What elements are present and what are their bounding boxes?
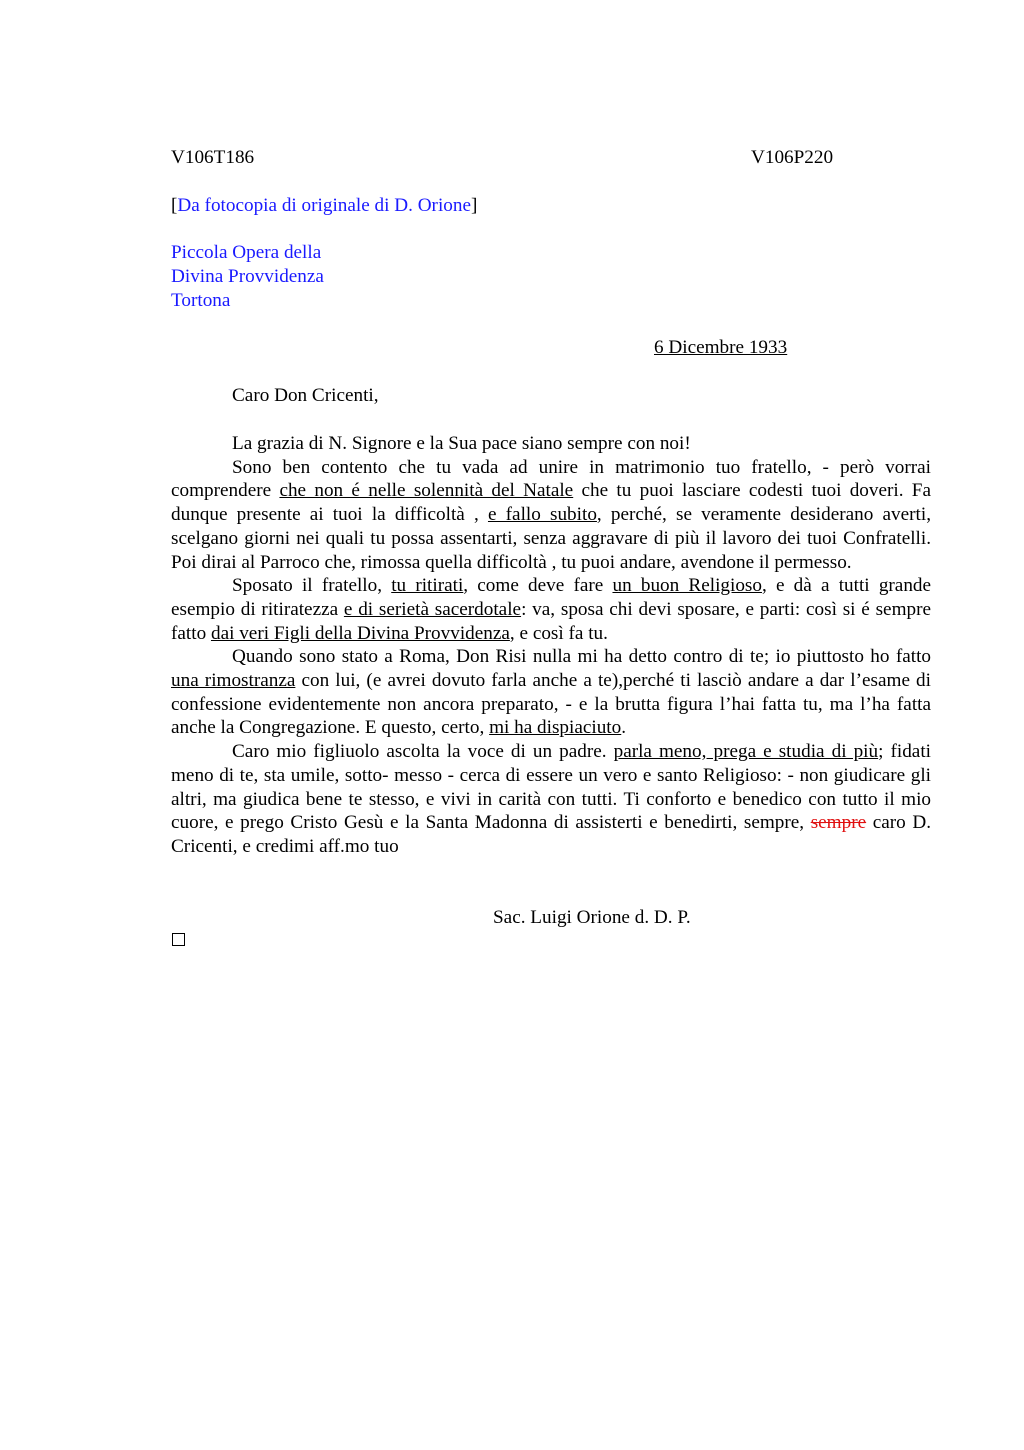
checkbox-square-icon (172, 933, 185, 946)
paragraph-1: La grazia di N. Signore e la Sua pace siano sempre con noi! (232, 433, 691, 454)
text-segment: Sono ben contento che tu vada ad unire in matrimonio tuo fratello, - però vorrai comprendere (171, 456, 931, 502)
text-segment: , come deve fare (463, 575, 613, 597)
bracket-open: [ (171, 195, 178, 216)
salutation: Caro Don Cricenti, (232, 385, 379, 406)
struck-word: sempre (810, 812, 867, 834)
underlined-phrase: mi ha dispiaciuto (489, 717, 622, 739)
underlined-phrase: una rimostranza (171, 670, 296, 692)
letterhead-line-2: Divina Provvidenza (171, 266, 324, 287)
text-segment: , e dà a tutti grande esempio di ritiratezza (171, 575, 932, 620)
text-segment: . (621, 717, 627, 739)
text-segment: , e così fa tu. (509, 622, 608, 644)
document-code-right: V106P220 (751, 147, 834, 168)
text-segment: , perché, se veramente desiderano averti, scelgano giorni nei quali tu possa assentarti, senza aggravare di più il lavoro dei tuoi Confratelli. Poi dirai al Parroco che, rimossa quella difficoltà , tu puoi andare, avendone il permesso. (171, 504, 931, 573)
document-code-left: V106T186 (171, 147, 255, 168)
text-segment: Caro mio figliuolo ascolta la voce di un padre. (232, 741, 614, 763)
text-segment: Quando sono stato a Roma, Don Risi nulla mi ha detto contro di te; io piuttosto ho fatto (232, 646, 931, 668)
paragraph-4 (171, 645, 931, 740)
text-segment: che tu puoi lasciare codesti tuoi doveri. Fa dunque presente ai tuoi la difficoltà , (171, 480, 931, 526)
letterhead-line-3: Tortona (171, 290, 231, 311)
text-segment: con lui, (e avrei dovuto farla anche a te),perché ti lasciò andare a dar l’esame di confessione evidentemente non ancora preparato, - e la brutta figura l’hai fatta tu, ma l’ha fatta anche la Congregazione. E questo, certo, (171, 670, 931, 739)
text-segment: ; fidati meno di te, sta umile, sotto- messo - cerca di essere un vero e santo Religioso: - non giudicare gli altri, ma giudica bene te stesso, e vivi in carità con tutti. Ti conforto e benedico con tutto il mio cuore, e prego Cristo Gesù e la Santa Madonna di assisterti e benedirti, sempre, (171, 741, 931, 834)
letter-date (654, 336, 787, 360)
signature: Sac. Luigi Orione d. D. P. (493, 907, 691, 928)
text-segment: : va, sposa chi devi sposare, e parti: così si é sempre fatto (171, 598, 931, 644)
letterhead-line-1: Piccola Opera della (171, 242, 322, 263)
letter-body (171, 432, 931, 859)
paragraph-3 (171, 574, 931, 645)
source-note (171, 194, 477, 218)
underlined-phrase: e di serietà sacerdotale (343, 598, 522, 620)
text-segment: Sposato il fratello, (232, 575, 392, 597)
underlined-phrase: un buon Religioso (612, 575, 762, 597)
source-note-text: Da fotocopia di originale di D. Orione (177, 195, 471, 216)
text-segment: caro D. Cricenti, e credimi aff.mo tuo (171, 812, 932, 857)
underlined-phrase: tu ritirati (391, 575, 464, 597)
underlined-phrase: che non é nelle solennità del Natale (279, 480, 574, 502)
paragraph-5 (171, 740, 931, 859)
date-text: 6 Dicembre 1933 (654, 337, 788, 358)
paragraph-2 (171, 456, 931, 575)
underlined-phrase: dai veri Figli della Divina Provvidenza (210, 622, 510, 644)
bracket-close: ] (470, 195, 478, 216)
underlined-phrase: parla meno, prega e studia di più (613, 741, 879, 763)
underlined-phrase: e fallo subito (487, 504, 597, 526)
